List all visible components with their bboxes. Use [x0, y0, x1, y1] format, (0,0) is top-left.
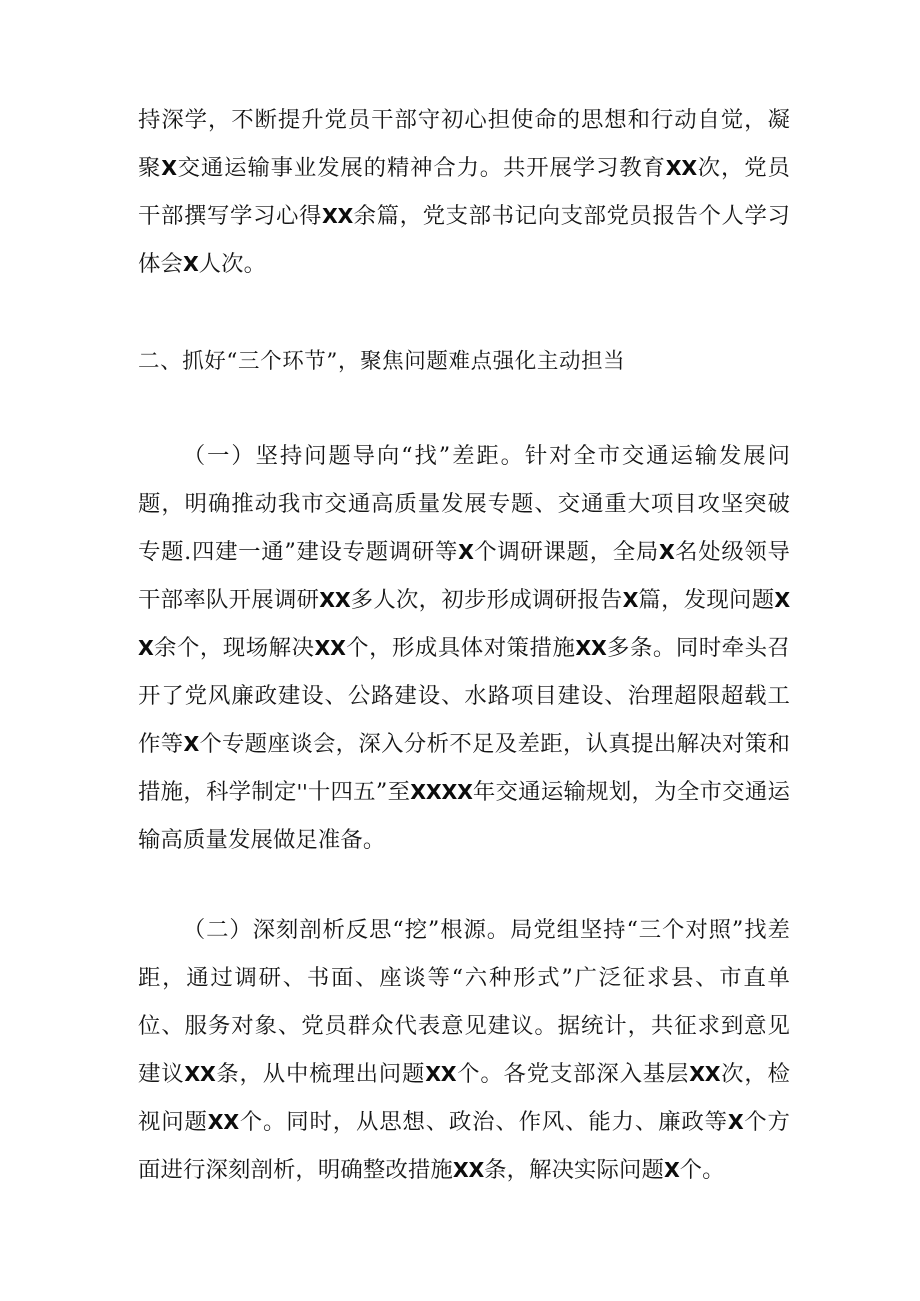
paragraph-sub-two: （二）深刻剖析反思“挖”根源。局党组坚持“三个对照”找差距，通过调研、书面、座谈等“六种形式”广泛征求县、市直单位、服务对象、党员群众代表意见建议。据统计，共征求到意见建议XX条，从中梳理出问题XX个。各党支部深入基层XX次，检视问题XX个。同时，从思想、政治、作风、能力、廉政等X个方面进行深刻剖析，明确整改措施XX条，解决实际问题X个。: [138, 917, 791, 1183]
placeholder-value: XX: [184, 1062, 216, 1086]
placeholder-value: XX: [321, 204, 354, 228]
paragraph-sub-one: （一）坚持问题导向“找”差距。针对全市交通运输发展问题，明确推动我市交通高质量发展专题、交通重大项目攻坚突破专题.四建一通”建设专题调研等X个调研课题，全局X名处级领导干部率队开展调研XX多人次，初步形成调研报告X篇，发现问题XX余个，现场解决XX个，形成具体对策措施XX多条。同时牵头召开了党风廉政建设、公路建设、水路项目建设、治理超限超载工作等X个专题座谈会，深入分析不足及差距，认真提出解决对策和措施，科学制定''十四五”至XXXX年交通运输规划，为全市交通运输高质量发展做足准备。: [138, 443, 791, 853]
apostrophe-mark: '': [296, 780, 308, 804]
placeholder-value: X: [658, 540, 675, 564]
placeholder-value: XX: [665, 156, 697, 180]
spacer: [138, 288, 790, 338]
placeholder-value: XX: [314, 636, 346, 660]
placeholder-value: X: [183, 732, 200, 756]
spacer: [138, 864, 790, 906]
placeholder-value: XX: [425, 1062, 457, 1086]
document-body: [138, 96, 790, 1194]
placeholder-value: XX: [452, 1158, 485, 1182]
placeholder-value: X: [161, 156, 177, 180]
placeholder-value: XXXX: [410, 780, 473, 804]
placeholder-value: X: [727, 1110, 744, 1134]
paragraph-continued: 持深学，不断提升党员干部守初心担使命的思想和行动自觉，凝聚X交通运输事业发展的精神合力。共开展学习教育XX次，党员干部撰写学习心得XX余篇，党支部书记向支部党员报告个人学习体会X人次。: [138, 107, 790, 277]
section-heading-two: 二、抓好“三个环节”，聚焦问题难点强化主动担当: [138, 349, 626, 374]
spacer: [138, 386, 790, 432]
placeholder-value: X: [622, 588, 639, 612]
placeholder-value: X: [182, 252, 199, 276]
placeholder-value: XX: [319, 588, 351, 612]
placeholder-value: XX: [207, 1110, 239, 1134]
placeholder-value: XX: [689, 1062, 721, 1086]
placeholder-value: XX: [575, 636, 607, 660]
placeholder-value: XX: [138, 588, 790, 660]
placeholder-value: X: [458, 540, 474, 564]
placeholder-value: X: [664, 1158, 680, 1182]
